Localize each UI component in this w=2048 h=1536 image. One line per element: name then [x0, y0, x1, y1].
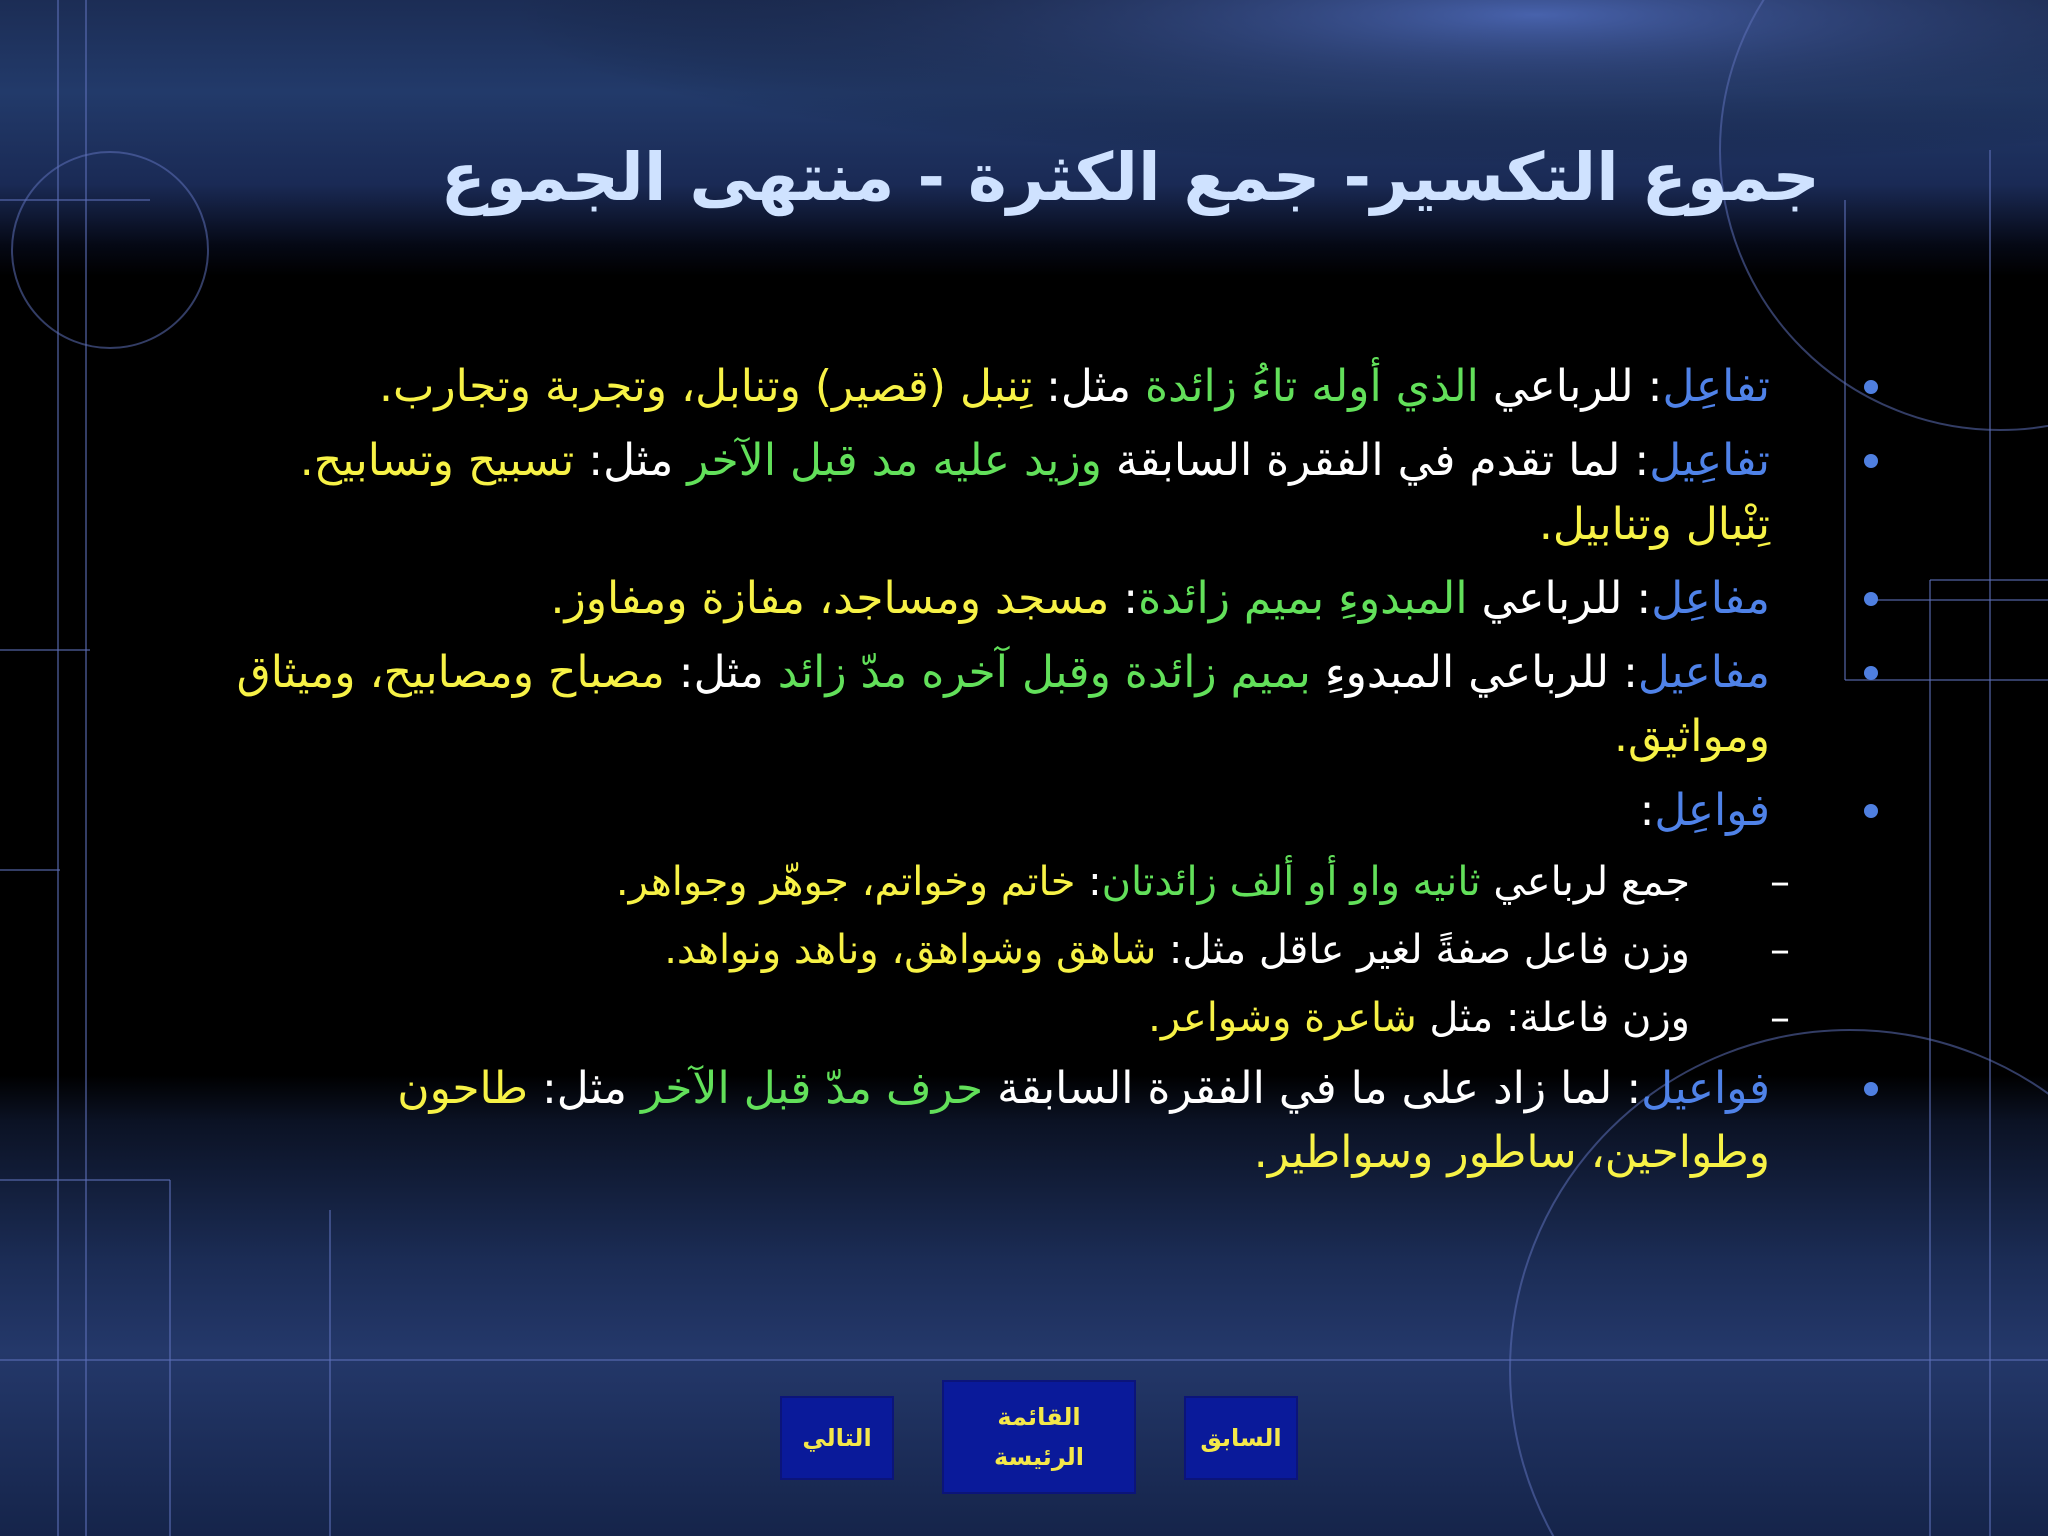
item-highlight: وزيد عليه مد قبل الآخر [687, 435, 1102, 486]
item-text: : [1639, 785, 1655, 836]
bullet-item-mafail [215, 567, 1890, 631]
item-example: شاهق وشواهق، وناهد ونواهد. [664, 927, 1157, 973]
bullet-item-mafail-mad [215, 641, 1890, 769]
pattern-name: مفاعيل [1637, 647, 1770, 698]
item-example: طاحون وطواحين، ساطور وسواطير. [397, 1063, 1770, 1178]
main-menu-button[interactable] [944, 1382, 1134, 1492]
bullet-dot-icon [1864, 666, 1878, 680]
dash-marker: – [1770, 927, 1790, 973]
main-menu-label-line1: القائمة [997, 1403, 1081, 1431]
item-text: مثل: [1032, 361, 1146, 412]
bullet-dot-icon [1864, 454, 1878, 468]
item-text: : للرباعي المبدوءِ [1310, 647, 1638, 698]
item-text: : للرباعي [1478, 361, 1663, 412]
item-highlight: الذي أوله تاءُ زائدة [1145, 361, 1479, 412]
pattern-name: تفاعِيل [1649, 435, 1770, 486]
bullet-dot-icon [1864, 804, 1878, 818]
slide-content [215, 355, 1890, 1195]
bullet-dot-icon [1864, 1082, 1878, 1096]
next-button[interactable] [782, 1398, 892, 1478]
item-example: مسجد ومساجد، مفازة ومفاوز. [550, 573, 1110, 624]
next-button-label: التالي [802, 1424, 872, 1452]
item-example: مصباح ومصابيح، وميثاق ومواثيق. [236, 647, 1770, 762]
dash-marker: – [1770, 859, 1790, 905]
item-highlight: المبدوءِ بميم زائدة [1138, 573, 1468, 624]
sub-item [215, 989, 1890, 1047]
pattern-name: مفاعِل [1651, 573, 1770, 624]
item-text: : لما تقدم في الفقرة السابقة [1101, 435, 1650, 486]
previous-button[interactable] [1186, 1398, 1296, 1478]
bullet-item-tafail-mad [215, 429, 1890, 557]
item-text: : [1075, 859, 1102, 905]
item-example: تسبيح وتسابيح. تِنْبال وتنابيل. [299, 435, 1770, 550]
item-text: : لما زاد على ما في الفقرة السابقة [983, 1063, 1642, 1114]
item-highlight: ثانيه واو أو ألف زائدتان [1101, 859, 1481, 905]
main-menu-label-line2: الرئيسة [994, 1443, 1084, 1471]
pattern-name: تفاعِل [1662, 361, 1770, 412]
item-text: وزن فاعلة: مثل [1416, 995, 1690, 1041]
item-text: جمع لرباعي [1480, 859, 1690, 905]
bullet-item-fawail-mad [215, 1057, 1890, 1185]
bullet-item-tafail [215, 355, 1890, 419]
item-example: خاتم وخواتم، جوهّر وجواهر. [615, 859, 1076, 905]
dash-marker: – [1770, 995, 1790, 1041]
pattern-name: فواعِل [1654, 785, 1770, 836]
item-highlight: حرف مدّ قبل الآخر [640, 1063, 984, 1114]
bullet-item-fawail [215, 779, 1890, 843]
slide-title: جموع التكسير- جمع الكثرة - منتهى الجموع [440, 139, 1820, 216]
item-example: تِنبل (قصير) وتنابل، وتجربة وتجارب. [379, 361, 1033, 412]
item-text: مثل: [664, 647, 778, 698]
item-text: : [1109, 573, 1139, 624]
item-text: : للرباعي [1467, 573, 1652, 624]
bullet-dot-icon [1864, 380, 1878, 394]
sub-item [215, 853, 1890, 911]
item-text: وزن فاعل صفةً لغير عاقل مثل: [1156, 927, 1690, 973]
item-example: شاعرة وشواعر. [1148, 995, 1417, 1041]
item-text: مثل: [527, 1063, 641, 1114]
item-highlight: بميم زائدة وقبل آخره مدّ زائد [777, 647, 1311, 698]
pattern-name: فواعيل [1641, 1063, 1770, 1114]
sub-item [215, 921, 1890, 979]
bullet-dot-icon [1864, 592, 1878, 606]
previous-button-label: السابق [1200, 1424, 1282, 1452]
item-text: مثل: [574, 435, 688, 486]
